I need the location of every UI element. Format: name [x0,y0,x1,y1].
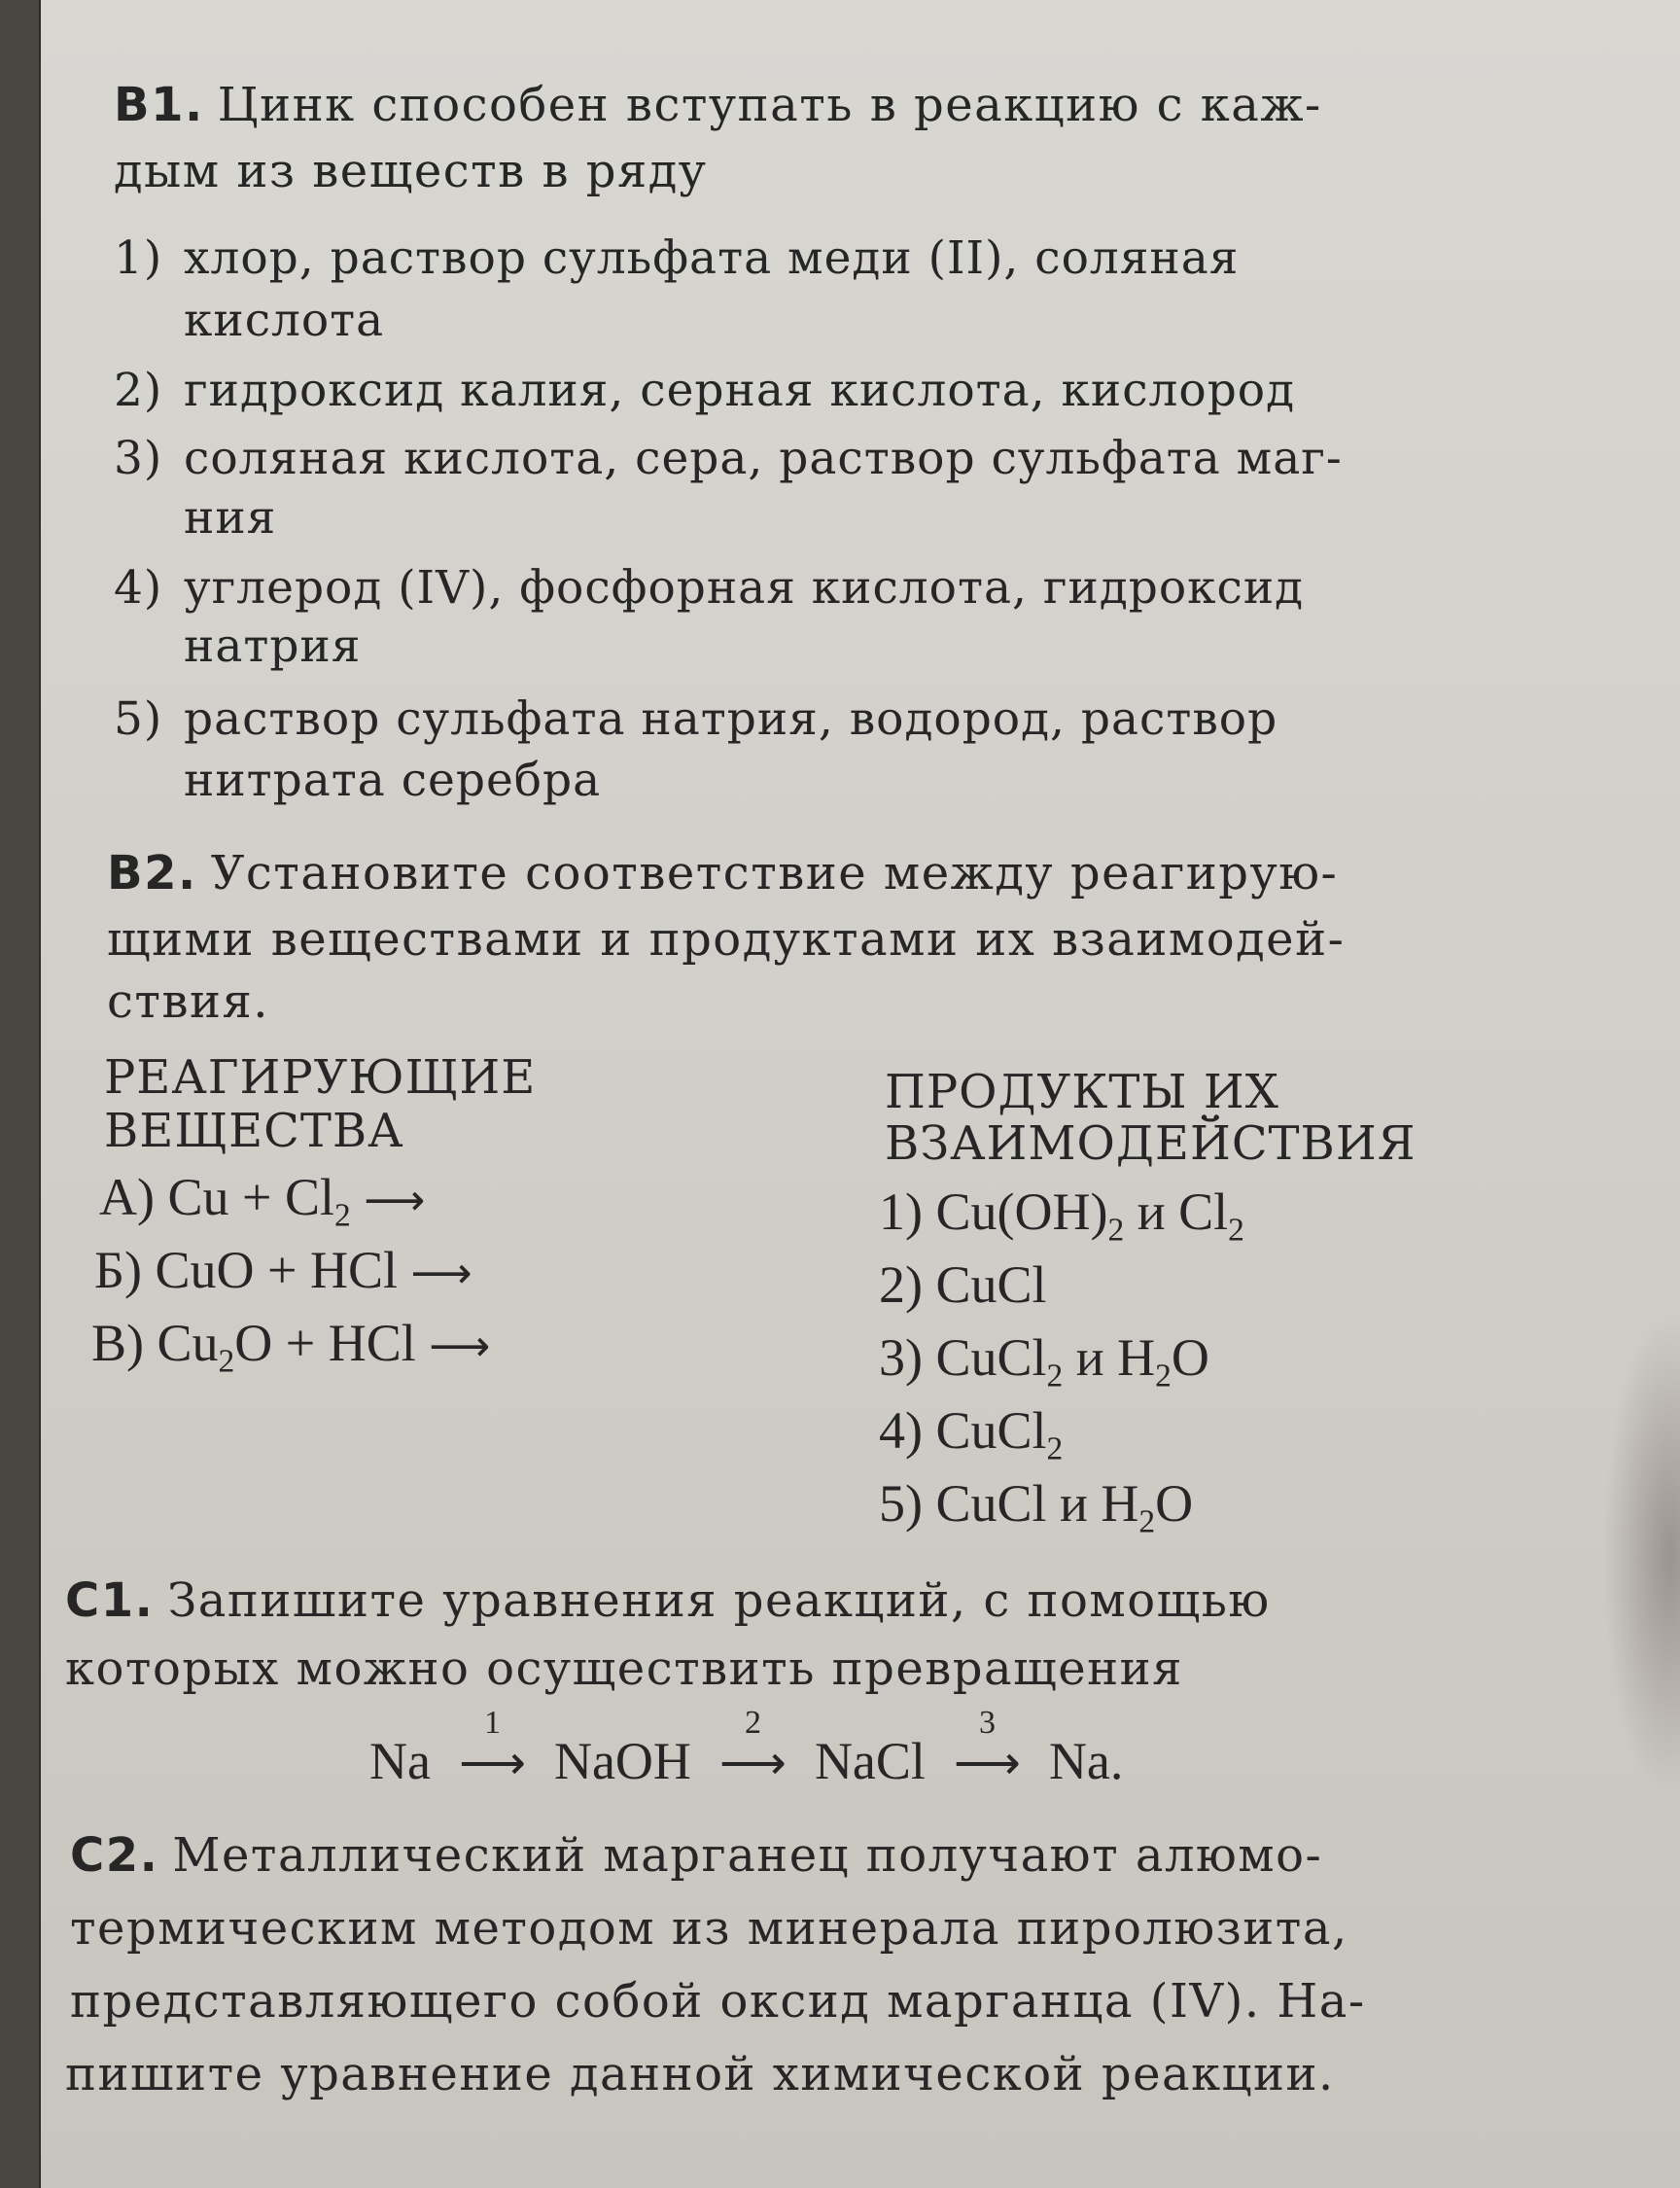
chain-arrow-2 [704,1705,801,1790]
c1-label: С1. [65,1573,155,1628]
b1-question-line1 [114,78,1322,132]
reaction-arrow-icon: ⟶ [364,1176,426,1225]
b1-label: В1. [114,78,204,132]
product-number: 2) [879,1255,923,1314]
subscript: 2 [1228,1212,1244,1249]
product-number: 3) [879,1328,923,1387]
chain-substance-3: NaCl [814,1732,926,1790]
b1-option-3 [114,432,1343,485]
reactant-label: Б) [94,1241,142,1299]
option-text: углерод (IV), фосфорная кислота, гидроксид [184,561,1305,615]
b1-option-4 [114,561,1304,615]
b1-option-4-cont: натрия [184,619,362,673]
arrow-icon: ⟶ [459,1736,526,1790]
product-3 [879,1327,1209,1394]
reactant-a [99,1167,426,1234]
c1-question-line2: которых можно осуществить превращения [65,1641,1183,1696]
b1-question-text: Цинк способен вступать в реакцию с каж- [217,78,1322,132]
c2-line3: представляющего собой оксид марганца (IV). На- [70,1974,1366,2029]
option-number: 4) [114,561,163,615]
arrow-icon: ⟶ [954,1736,1021,1790]
product-formula: CuCl [935,1401,1047,1460]
reactant-formula: Cu [157,1314,219,1372]
option-text: гидроксид калия, серная кислота, кислород [184,364,1296,417]
subscript: 2 [1046,1358,1064,1394]
transformation-chain [369,1705,1124,1791]
subscript: 2 [333,1197,351,1234]
product-formula-rest: и Cl [1124,1182,1229,1241]
arrow-step-number: 1 [483,1705,501,1741]
b1-option-1-cont: кислота [184,294,385,347]
products-header-line1: ПРОДУКТЫ ИХ [885,1065,1279,1119]
product-formula: CuCl и H [935,1474,1139,1533]
product-formula-rest: O [1155,1474,1194,1533]
textbook-page [39,0,1680,2188]
b2-question-line1 [107,846,1338,900]
reactants-header-line2: ВЕЩЕСТВА [104,1104,404,1158]
b1-option-1 [114,231,1239,285]
b1-option-3-cont: ния [184,491,277,545]
b1-option-5 [114,692,1278,746]
product-formula: Cu(OH) [935,1182,1108,1241]
reaction-arrow-icon: ⟶ [410,1249,472,1298]
option-text: раствор сульфата натрия, водород, раствор [184,692,1278,746]
option-number: 3) [114,432,163,485]
b1-option-5-cont: нитрата серебра [184,754,602,807]
b1-question-line2: дым из веществ в ряду [114,144,708,198]
reactants-header-line1: РЕАГИРУЮЩИЕ [104,1050,537,1105]
subscript: 2 [1155,1358,1172,1394]
reactant-c [91,1313,491,1380]
option-number: 1) [114,231,163,285]
product-number: 4) [879,1401,923,1460]
product-4 [879,1400,1064,1467]
product-formula-rest: и H [1063,1328,1156,1387]
reactant-formula: CuO + HCl [155,1241,398,1299]
chain-substance-1: Na [369,1732,431,1790]
chain-arrow-1 [443,1705,541,1790]
option-number: 2) [114,364,163,417]
c1-question-text: Запишите уравнения реакций, с помощью [167,1573,1271,1628]
c2-label: С2. [70,1828,159,1883]
product-number: 5) [879,1474,923,1533]
c2-text: Металлический марганец получают алюмо- [172,1828,1323,1883]
subscript: 2 [1138,1503,1156,1540]
c1-question-line1 [65,1573,1271,1628]
b1-option-2 [114,364,1295,417]
c2-line2: термическим методом из минерала пиролюзита, [70,1901,1348,1956]
reactant-b [94,1240,472,1300]
arrow-step-number: 3 [978,1705,996,1741]
reactant-label: А) [99,1168,155,1226]
arrow-icon: ⟶ [719,1736,787,1790]
product-1 [879,1182,1244,1249]
chain-substance-4: Na. [1048,1732,1124,1790]
reactant-formula: Cu + Cl [167,1168,334,1226]
option-text: хлор, раствор сульфата меди (II), соляная [184,231,1240,285]
option-number: 5) [114,692,163,746]
arrow-step-number: 2 [744,1705,761,1741]
reactant-label: В) [91,1314,144,1372]
b2-question-line3: ствия. [107,974,269,1029]
subscript: 2 [1107,1212,1125,1249]
c2-line1 [70,1828,1322,1883]
chain-arrow-3 [938,1705,1035,1790]
c2-line4: пишите уравнение данной химической реакции. [65,2047,1335,2101]
product-5 [879,1473,1194,1540]
product-2 [879,1254,1047,1315]
product-formula: CuCl [935,1328,1047,1387]
reactant-formula-rest: O + HCl [234,1314,416,1372]
chain-substance-2: NaOH [553,1732,691,1790]
subscript: 2 [218,1343,235,1380]
product-number: 1) [879,1182,923,1241]
product-formula-end: O [1171,1328,1209,1387]
option-text: соляная кислота, сера, раствор сульфата маг- [184,432,1343,485]
b2-label: В2. [107,846,197,900]
product-formula: CuCl [935,1255,1047,1314]
b2-question-line2: щими веществами и продуктами их взаимодей- [107,912,1346,967]
products-header-line2: ВЗАИМОДЕЙСТВИЯ [885,1116,1417,1171]
reaction-arrow-icon: ⟶ [429,1322,491,1371]
subscript: 2 [1046,1430,1064,1467]
b2-question-text: Установите соответствие между реагирую- [210,846,1339,900]
